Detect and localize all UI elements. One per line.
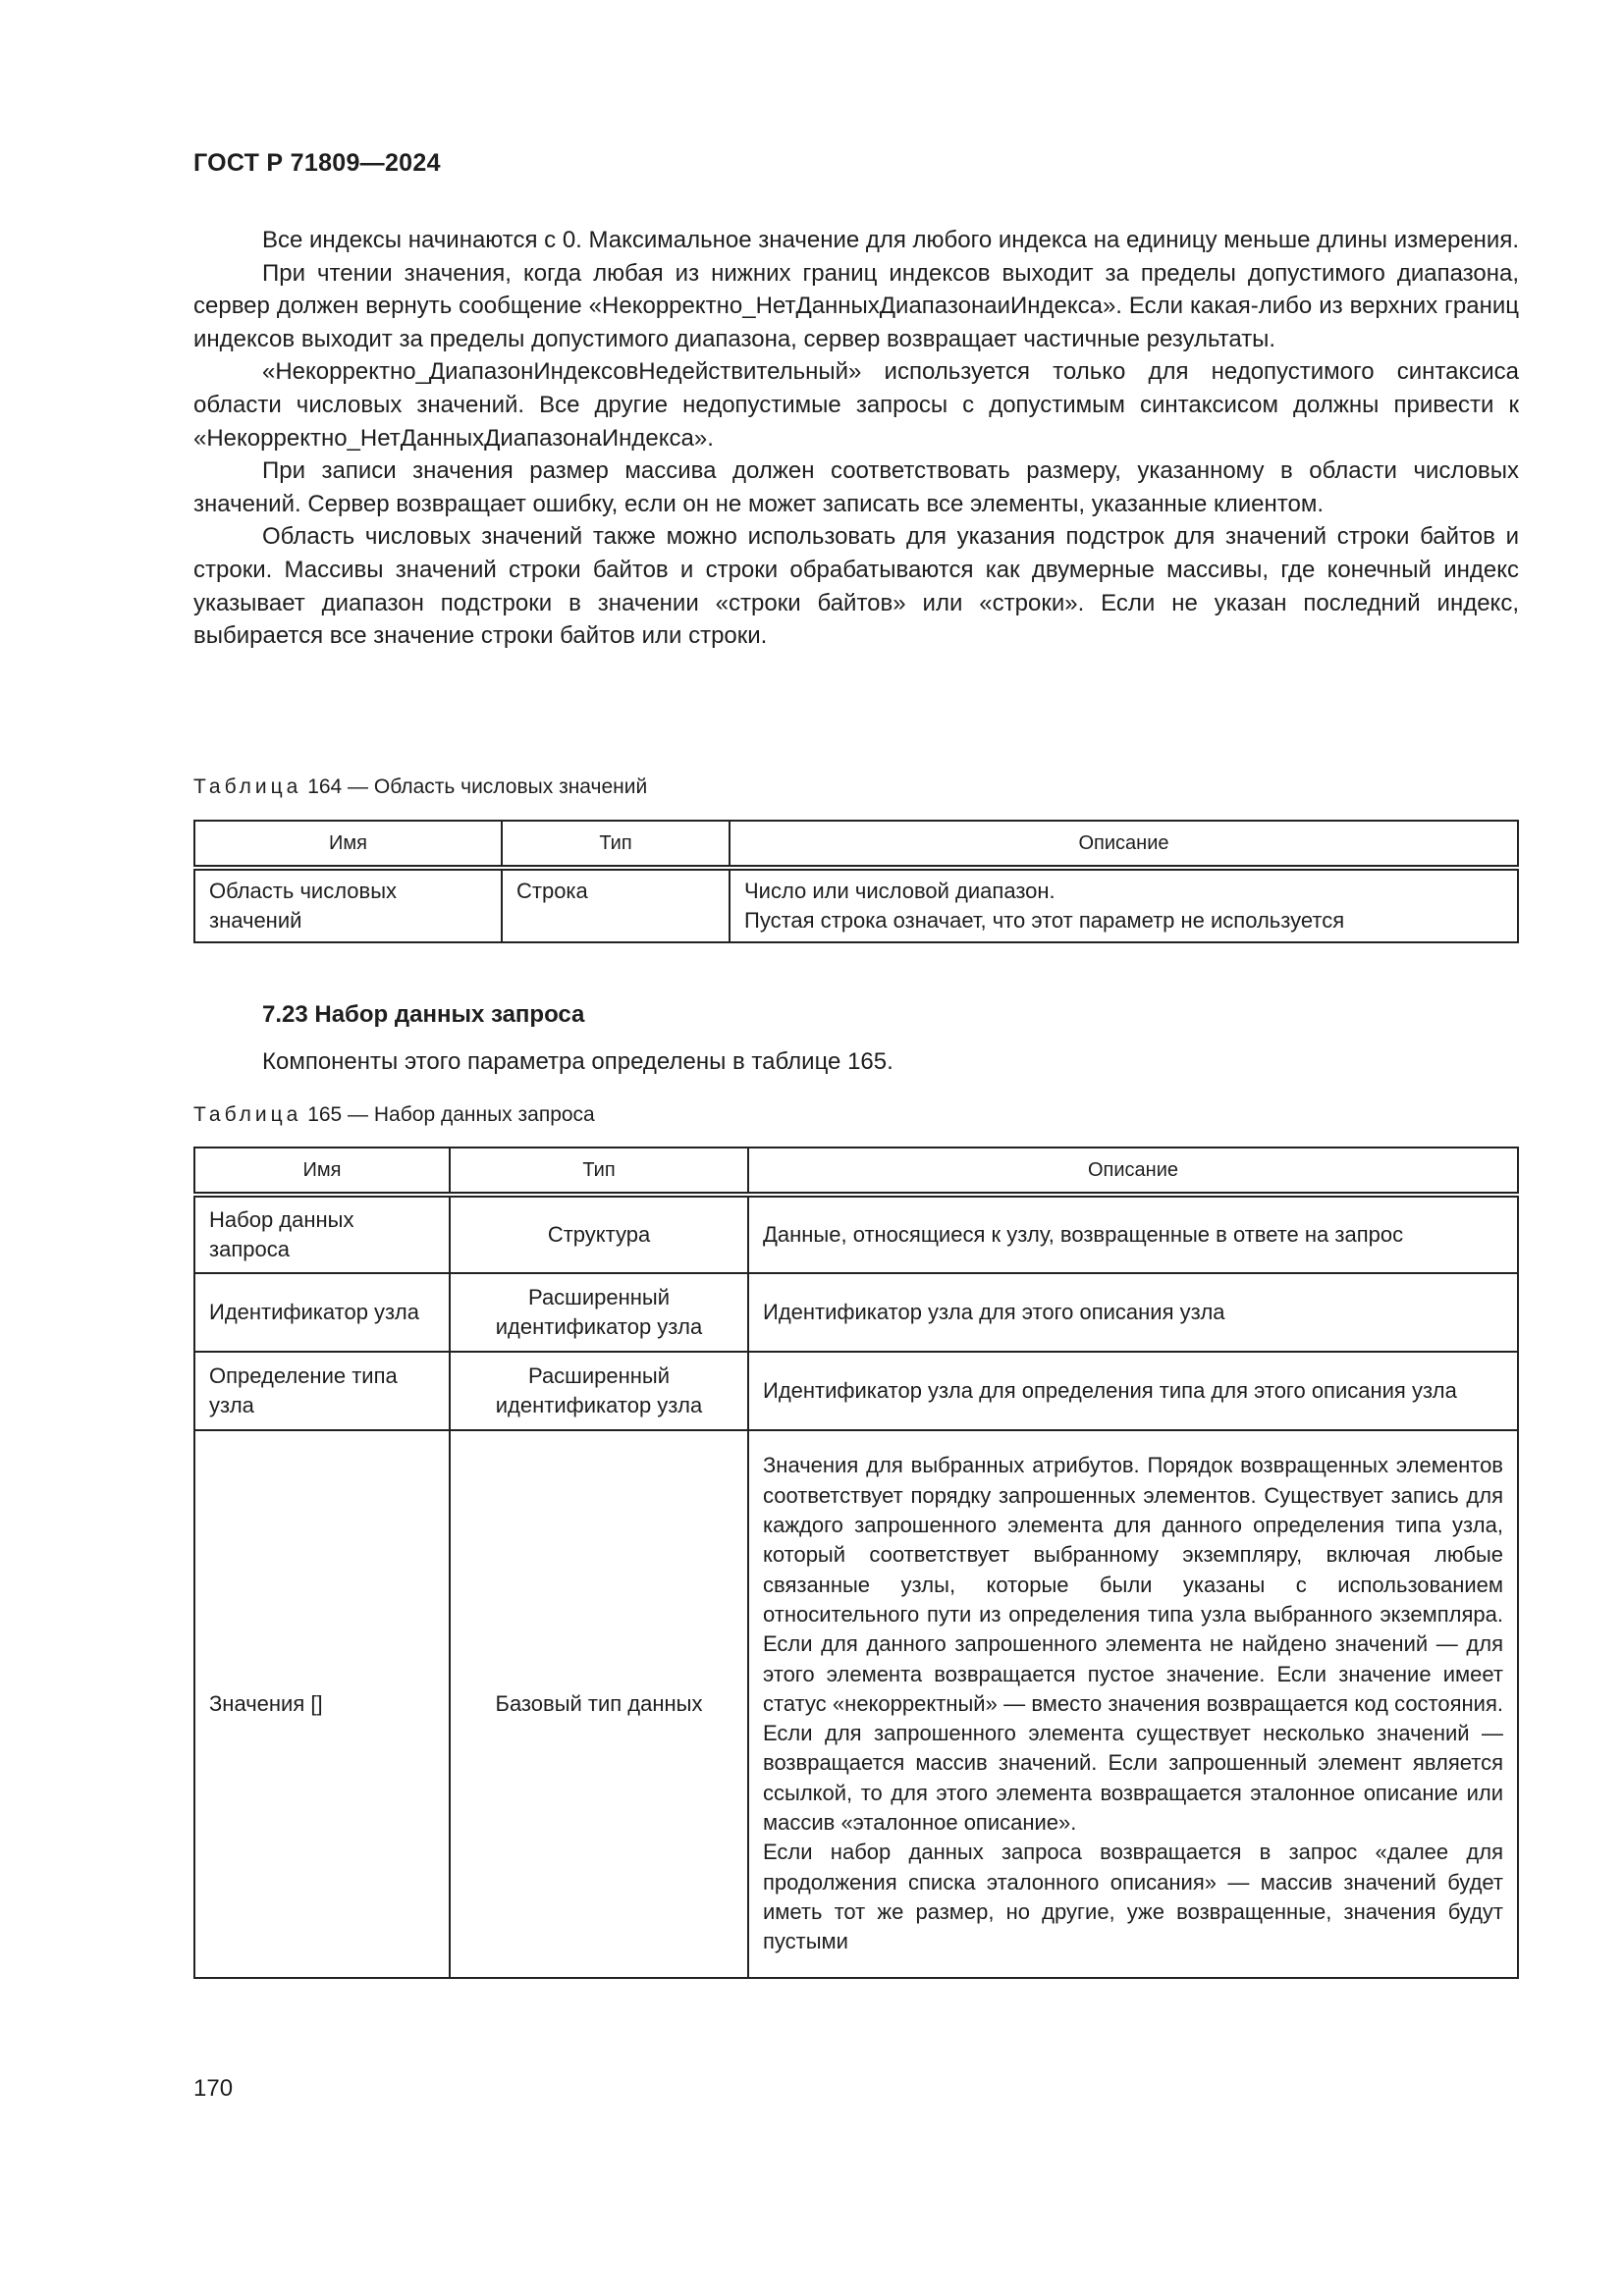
column-header-description: Описание — [730, 821, 1518, 868]
column-header-name: Имя — [194, 1148, 450, 1195]
table-row — [194, 1352, 1518, 1430]
cell-description: Идентификатор узла для определения типа для этого описания узла — [748, 1352, 1518, 1430]
page-number: 170 — [193, 2075, 234, 2102]
table-164-caption — [193, 775, 647, 799]
description-line: Число или числовой диапазон. — [744, 879, 1056, 903]
column-header-type: Тип — [450, 1148, 748, 1195]
table-row — [194, 1430, 1518, 1978]
paragraph: Область числовых значений также можно использовать для указания подстрок для значений строки байтов и строки. Массивы значений строки байтов и строки обрабатываются как двумерные массивы, где конечный индекс указывает диапазон подстроки в значении «строки байтов» или «строки». Если не указан последний индекс, выбирается все значение строки байтов или строки. — [193, 523, 1519, 650]
caption-label: Таблица — [193, 1103, 302, 1126]
cell-description: Данные, относящиеся к узлу, возвращенные в ответе на запрос — [748, 1195, 1518, 1273]
table-164 — [193, 820, 1519, 943]
table-header-row — [194, 821, 1518, 868]
cell-name: Значения [] — [194, 1430, 450, 1978]
caption-text: 164 — Область числовых значений — [307, 775, 648, 798]
caption-text: 165 — Набор данных запроса — [307, 1103, 595, 1126]
paragraph: При чтении значения, когда любая из нижних границ индексов выходит за пределы допустимого диапазона, сервер должен вернуть сообщение «Некорректно_НетДанныхДиапазонаиИндекса». Если какая-либо из верхних границ индексов выходит за пределы допустимого диапазона, сервер возвращает частичные результаты. — [193, 259, 1519, 352]
body-text — [193, 224, 1519, 653]
table-165-caption — [193, 1103, 595, 1127]
cell-name: Область числовых значений — [194, 868, 502, 942]
description-paragraph: Значения для выбранных атрибутов. Порядок возвращенных элементов соответствует порядку запрошенных элементов. Существует запись для каждого запрошенного элемента для данного определения типа узла, который соответствует выбранному экземпляру, включая любые связанные узлы, которые были указаны с использованием относительного пути из определения типа узла выбранного экземпляра. Если для данного запрошенного элемента не найдено значений — для этого элемента возвращается пустое значение. Если значение имеет статус «некорректный» — вместо значения возвращается код состояния. Если для запрошенного элемента существует несколько значений — возвращается массив значений. Если запрошенный элемент является ссылкой, то для этого элемента возвращается эталонное описание или массив «эталонное описание». — [763, 1453, 1503, 1836]
column-header-name: Имя — [194, 821, 502, 868]
section-heading: 7.23 Набор данных запроса — [262, 1001, 585, 1028]
table-row — [194, 1195, 1518, 1273]
column-header-type: Тип — [502, 821, 730, 868]
cell-type: Структура — [450, 1195, 748, 1273]
paragraph: При записи значения размер массива должен соответствовать размеру, указанному в области числовых значений. Сервер возвращает ошибку, если он не может записать все элементы, указанные клиентом. — [193, 457, 1519, 517]
column-header-description: Описание — [748, 1148, 1518, 1195]
cell-type: Строка — [502, 868, 730, 942]
table-165 — [193, 1147, 1519, 1979]
cell-type: Расширенный идентификатор узла — [450, 1352, 748, 1430]
paragraph: Все индексы начинаются с 0. Максимальное значение для любого индекса на единицу меньше длины измерения. — [262, 227, 1520, 253]
cell-type: Расширенный идентификатор узла — [450, 1273, 748, 1352]
cell-type: Базовый тип данных — [450, 1430, 748, 1978]
paragraph: «Некорректно_ДиапазонИндексовНедействительный» используется только для недопустимого синтаксиса области числовых значений. Все другие недопустимые запросы с допустимым синтаксисом должны привести к «Некорректно_НетДанныхДиапазонаИндекса». — [193, 358, 1519, 452]
caption-label: Таблица — [193, 775, 302, 798]
section-intro: Компоненты этого параметра определены в таблице 165. — [262, 1048, 893, 1075]
cell-description: Идентификатор узла для этого описания узла — [748, 1273, 1518, 1352]
cell-description — [748, 1430, 1518, 1978]
description-line: Пустая строка означает, что этот параметр не используется — [744, 908, 1345, 933]
description-paragraph: Если набор данных запроса возвращается в запрос «далее для продолжения списка эталонного описания» — массив значений будет иметь тот же размер, но другие, уже возвращенные, значения будут пустыми — [763, 1840, 1503, 1954]
cell-name: Набор данных запроса — [194, 1195, 450, 1273]
cell-description — [730, 868, 1518, 942]
table-row — [194, 868, 1518, 942]
document-id-header: ГОСТ Р 71809—2024 — [193, 149, 441, 177]
cell-name: Определение типа узла — [194, 1352, 450, 1430]
table-row — [194, 1273, 1518, 1352]
table-header-row — [194, 1148, 1518, 1195]
cell-name: Идентификатор узла — [194, 1273, 450, 1352]
